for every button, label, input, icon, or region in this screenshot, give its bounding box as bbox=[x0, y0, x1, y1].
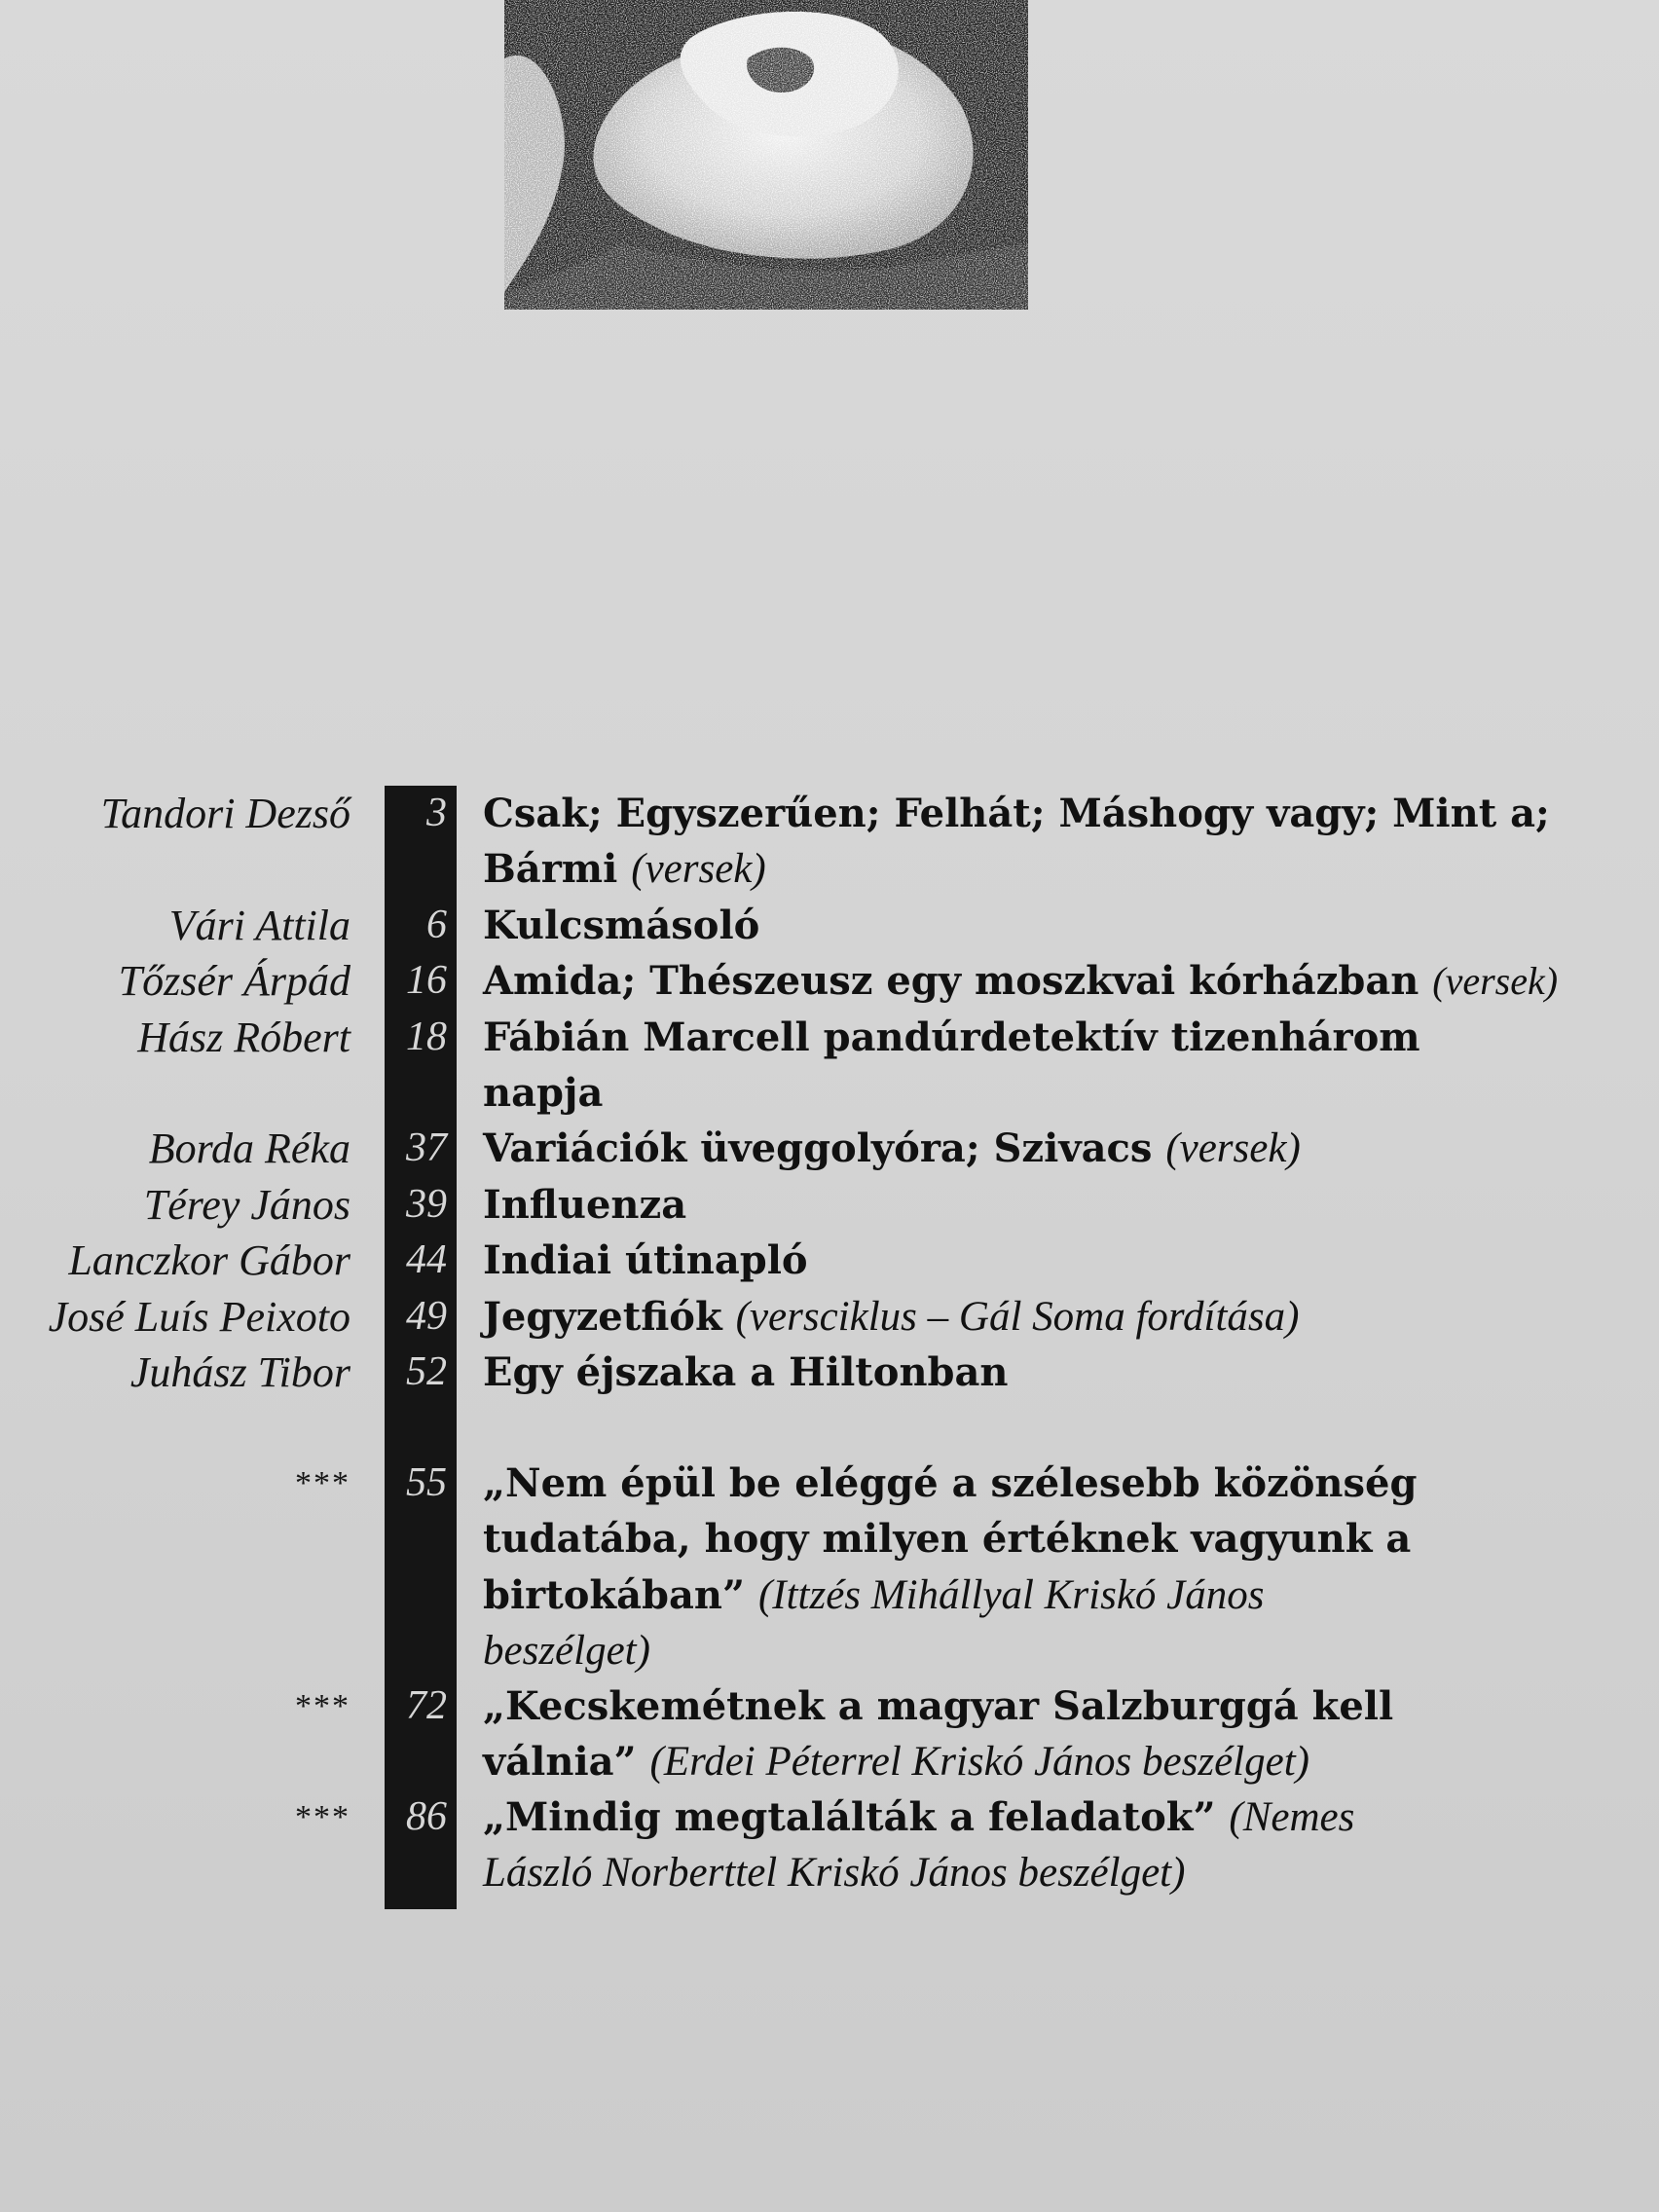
entry-title: Variációk üveggolyóra; Szivacs bbox=[483, 1125, 1153, 1171]
entry-title: Fábián Marcell pandúrdetektív tizenhárom napja bbox=[483, 1014, 1420, 1117]
entry-title: „Mindig megtalálták a feladatok” bbox=[483, 1794, 1216, 1840]
entry-page-number: 44 bbox=[406, 1237, 447, 1282]
entry-author: Hász Róbert bbox=[137, 1014, 350, 1061]
entry-author: Tőzsér Árpád bbox=[118, 957, 350, 1005]
entry-title: Indiai útinapló bbox=[483, 1237, 808, 1283]
entry-author: Tandori Dezső bbox=[100, 790, 350, 837]
entry-author: *** bbox=[295, 1688, 350, 1724]
entry-title-block bbox=[483, 898, 1573, 953]
entry-title-block bbox=[483, 786, 1573, 898]
entry-title: „Kecskemétnek a magyar Salzburggá kell válnia” bbox=[483, 1683, 1394, 1786]
entry-page-number: 3 bbox=[426, 791, 447, 835]
entry-title: Egy éjszaka a Hiltonban bbox=[483, 1349, 1009, 1395]
entry-author: Juhász Tibor bbox=[129, 1348, 350, 1396]
entry-title-block bbox=[483, 1789, 1456, 1901]
entry-note: (versek) bbox=[1432, 959, 1559, 1003]
cover-photo bbox=[504, 0, 1028, 310]
entry-title: Csak; Egyszerűen; Felhát; Máshogy vagy; Mint a; Bármi bbox=[483, 791, 1550, 893]
entry-title-block bbox=[483, 1121, 1573, 1176]
entry-author: *** bbox=[295, 1465, 350, 1501]
entry-title-block bbox=[483, 953, 1573, 1009]
entry-title-block bbox=[483, 1345, 1573, 1400]
entry-title: „Nem épül be eléggé a szélesebb közönség tudatába, hogy milyen értéknek vagyunk a birtokában” bbox=[483, 1460, 1418, 1618]
entry-title-block bbox=[483, 1233, 1573, 1288]
entry-note: (versek) bbox=[631, 846, 766, 893]
table-of-contents bbox=[0, 786, 1659, 1909]
entry-page-number: 49 bbox=[406, 1294, 447, 1339]
entry-page-number: 55 bbox=[406, 1460, 447, 1505]
entry-page-number: 16 bbox=[406, 958, 447, 1003]
entry-title-block bbox=[483, 1678, 1418, 1790]
entry-author: José Luís Peixoto bbox=[48, 1293, 350, 1341]
entry-note: (Ittzés Mihállyal Kriskó János beszélget) bbox=[483, 1571, 1265, 1675]
entry-page-number: 37 bbox=[406, 1125, 447, 1170]
entry-author: Vári Attila bbox=[168, 902, 350, 949]
entry-author: *** bbox=[295, 1799, 350, 1835]
entry-author: Térey János bbox=[143, 1181, 350, 1229]
entry-note: (versek) bbox=[1165, 1125, 1301, 1171]
entry-page-number: 72 bbox=[406, 1683, 447, 1728]
entry-title-block bbox=[483, 1010, 1437, 1122]
entry-title: Influenza bbox=[483, 1182, 687, 1228]
entry-page-number: 39 bbox=[406, 1182, 447, 1227]
entry-page-number: 86 bbox=[406, 1794, 447, 1839]
entry-title: Amida; Thészeusz egy moszkvai kórházban bbox=[483, 958, 1419, 1004]
entry-author: Lanczkor Gábor bbox=[68, 1236, 350, 1284]
entry-title-block bbox=[483, 1456, 1427, 1679]
entry-title: Kulcsmásoló bbox=[483, 903, 760, 948]
entry-author: Borda Réka bbox=[148, 1124, 350, 1172]
entry-title-block bbox=[483, 1177, 1573, 1233]
entry-page-number: 52 bbox=[406, 1349, 447, 1394]
entry-note: (versciklus – Gál Soma fordítása) bbox=[735, 1294, 1300, 1340]
entry-page-number: 18 bbox=[406, 1014, 447, 1059]
entry-title: Jegyzetfiók bbox=[483, 1294, 722, 1340]
entry-page-number: 6 bbox=[426, 903, 447, 947]
entry-title-block bbox=[483, 1289, 1573, 1345]
entry-note: (Nemes László Norberttel Kriskó János beszélget) bbox=[483, 1794, 1355, 1897]
entry-note: (Erdei Péterrel Kriskó János beszélget) bbox=[649, 1739, 1309, 1786]
